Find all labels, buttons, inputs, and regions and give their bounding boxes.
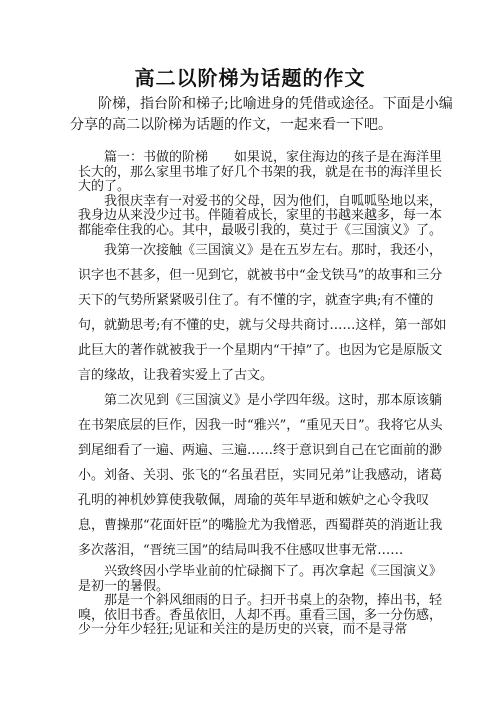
essay-paragraph: 我很庆幸有一对爱书的父母，因为他们，自呱呱坠地以来，我身边从来没少过书。伴随着成长，家里的书越来越多，每一本都能牵住我的心。其中，最吸引我的，莫过于《三国演义》了。: [78, 193, 443, 238]
intro-paragraph: 阶梯，指台阶和梯子;比喻进身的凭借或途径。下面是小编分享的高二以阶梯为话题的作文，一起来看一下吧。: [70, 96, 453, 133]
essay-body: [78, 151, 450, 638]
essay-paragraph: 第二次见到《三国演义》是小学四年级。这时，那本原该躺在书架底层的巨作，因我一时“雅兴”，“重见天日”。我将它从头到尾细看了一遍、两遍、三遍……终于意识到自己在它面前的渺小。刘备、关羽、张飞的“名虽君臣，实同兄弟”让我感动，诸葛孔明的神机妙算使我敬佩，周瑜的英年早逝和嫉妒之心令我叹息，曹操那“花面奸臣”的嘴脸尤为我憎恶，西蜀群英的消逝让我多次落泪，“晋统三国”的结局叫我不住感叹世事无常……: [78, 393, 443, 558]
essay-paragraph: 兴致终因小学毕业前的忙碌搁下了。再次拿起《三国演义》是初一的暑假。: [78, 564, 443, 594]
essay-paragraph: 那是一个斜风细雨的日子。扫开书桌上的杂物，捧出书，轻嗅，依旧书香。香虽依旧，人却不再。重看三国，多一分伤感，少一分年少轻狂;见证和关注的是历史的兴衰，而不是寻常: [78, 593, 443, 637]
essay-paragraph: 篇一：书做的阶梯 如果说，家住海边的孩子是在海洋里长大的，那么家里书堆了好几个书架的我，就是在书的海洋里长大的了。: [78, 150, 443, 194]
page-title: 高二以阶梯为话题的作文: [134, 66, 366, 90]
essay-paragraph: 我第一次接触《三国演义》是在五岁左右。那时，我还小，识字也不甚多，但一见到它，就被书中“金戈铁马”的故事和三分天下的气势所紧紧吸引住了。有不懂的字，就查字典;有不懂的句，就勤思考;有不懂的史，就与父母共商讨……这样，第一部如此巨大的著作就被我于一个星期内“干掉”了。也因为它是原版文言的缘故，让我着实爱上了古文。: [78, 243, 447, 383]
